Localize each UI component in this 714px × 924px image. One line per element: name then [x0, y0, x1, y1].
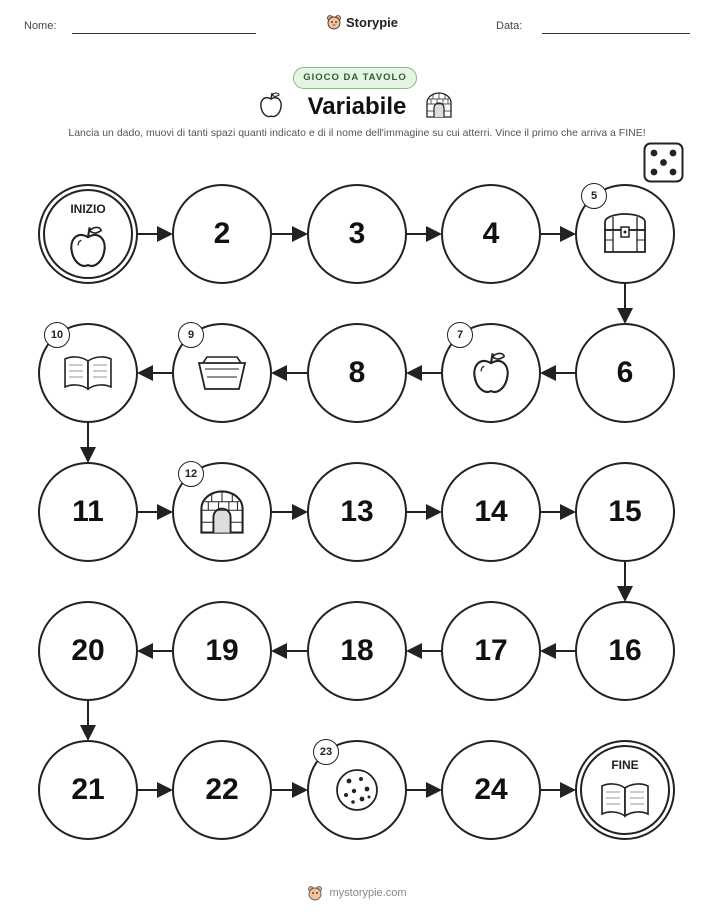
treasure-chest-icon — [599, 212, 651, 256]
start-space — [38, 184, 138, 284]
board-space — [307, 462, 407, 562]
space-number: 14 — [474, 495, 508, 528]
space-number: 13 — [340, 495, 374, 528]
space-number: 22 — [205, 773, 239, 806]
space-number-tag: 7 — [447, 322, 473, 348]
board-space — [575, 462, 675, 562]
space-number: 16 — [608, 634, 642, 667]
board-space — [575, 601, 675, 701]
board-space — [172, 740, 272, 840]
board-space — [38, 462, 138, 562]
finish-space — [575, 740, 675, 840]
board-space — [441, 740, 541, 840]
space-number: 3 — [348, 217, 366, 250]
open-book-icon — [598, 780, 652, 825]
board-space — [38, 601, 138, 701]
page-title: Variabile — [307, 93, 407, 120]
space-number: 4 — [482, 217, 500, 250]
open-book-icon — [61, 353, 115, 393]
board-space — [307, 601, 407, 701]
cookie-icon — [334, 767, 380, 813]
apple-icon — [66, 224, 110, 275]
board-space — [441, 323, 541, 423]
board-space — [172, 601, 272, 701]
board-space — [307, 323, 407, 423]
space-number: 15 — [608, 495, 642, 528]
instructions-text: Lancia un dado, muovi di tanti spazi quanti indicato e di il nome dell'immagine su cui atterri. Vince il primo che arriva a FINE! — [68, 127, 646, 139]
space-number: 19 — [205, 634, 239, 667]
footer — [0, 885, 714, 901]
space-number: 11 — [72, 495, 104, 528]
space-number: 17 — [474, 634, 508, 667]
footer-url: mystorypie.com — [329, 887, 407, 899]
brand-name: Storypie — [346, 14, 399, 30]
board-space — [38, 740, 138, 840]
board-space — [172, 462, 272, 562]
board-space — [441, 462, 541, 562]
apple-icon — [469, 350, 513, 396]
game-type-badge: GIOCO DA TAVOLO — [293, 67, 417, 89]
name-label: Nome: — [24, 20, 57, 32]
board-space — [307, 184, 407, 284]
space-label: INIZIO — [70, 202, 106, 216]
board-space — [307, 740, 407, 840]
board-space — [38, 323, 138, 423]
space-number: 18 — [340, 634, 374, 667]
date-label: Data: — [496, 20, 523, 32]
basket-icon — [195, 353, 249, 393]
space-label: FINE — [611, 758, 639, 772]
board-space — [441, 184, 541, 284]
space-number: 21 — [71, 773, 105, 806]
space-number: 2 — [213, 217, 231, 250]
space-number-tag: 23 — [313, 739, 339, 765]
space-number: 20 — [71, 634, 105, 667]
board-space — [441, 601, 541, 701]
space-number-tag: 10 — [44, 322, 70, 348]
space-number-tag: 5 — [581, 183, 607, 209]
space-number: 6 — [616, 356, 634, 389]
bear-mascot-icon — [307, 885, 323, 901]
space-number: 8 — [348, 356, 366, 389]
space-number-tag: 9 — [178, 322, 204, 348]
brick-oven-icon — [194, 488, 250, 536]
board-space — [575, 184, 675, 284]
board-space — [172, 184, 272, 284]
board-space — [172, 323, 272, 423]
space-number-tag: 12 — [178, 461, 204, 487]
space-number: 24 — [474, 773, 508, 806]
board-space — [575, 323, 675, 423]
